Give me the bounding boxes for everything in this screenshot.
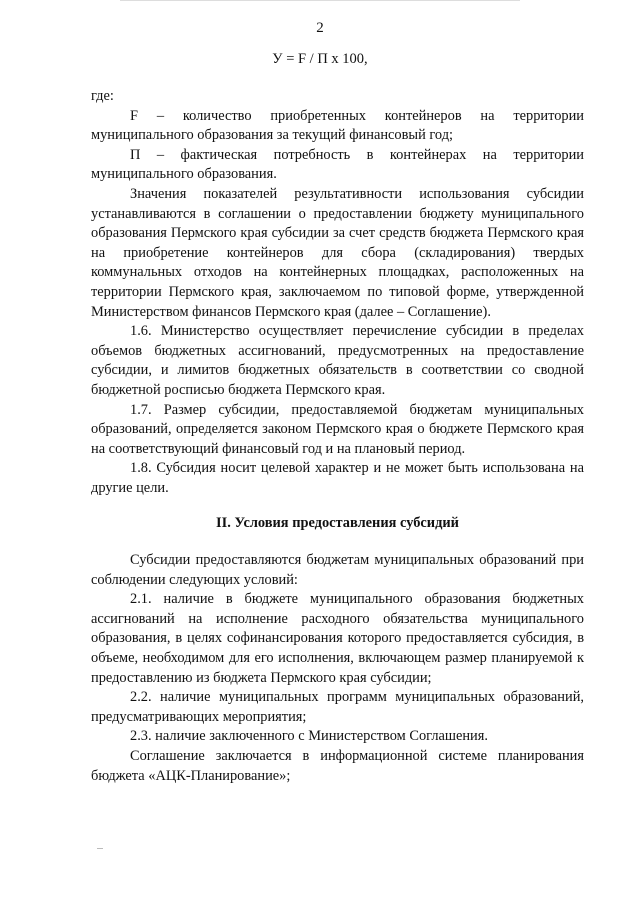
paragraph-2-1: 2.1. наличие в бюджете муниципального образования бюджетных ассигнований на исполнение расходного обязательства муниципального образования, в целях софинансирования которого предоставляется субсидия, в объеме, необходимом для его исполнения, включающем размер планируемой к предоставлению из бюджета Пермского края субсидии;: [91, 591, 584, 686]
paragraph-agreement-system: Соглашение заключается в информационной системе планирования бюджета «АЦК-Планирование»;: [91, 748, 584, 784]
formula: У = F / П х 100,: [272, 51, 368, 67]
scan-edge-line: [120, 0, 520, 1]
section-heading: II. Условия предоставления субсидий: [216, 515, 459, 532]
paragraph-1-6: 1.6. Министерство осуществляет перечисление субсидии в пределах объемов бюджетных ассигнований, предусмотренных на предоставление субсидии, и лимитов бюджетных обязательств в соответствии со сводной бюджетной росписью бюджета Пермского края.: [91, 323, 584, 398]
scan-mark: [97, 848, 103, 849]
paragraph-1-7: 1.7. Размер субсидии, предоставляемой бюджетам муниципальных образований, определяется законом Пермского края о бюджете Пермского края на соответствующий финансовый год и на плановый период.: [91, 401, 584, 457]
paragraph-2-2: 2.2. наличие муниципальных программ муниципальных образований, предусматривающих мероприятия;: [91, 689, 584, 725]
paragraph-f-definition: F – количество приобретенных контейнеров на территории муниципального образования за текущий финансовый год;: [91, 107, 584, 144]
paragraph-2-3: 2.3. наличие заключенного с Министерством Соглашения.: [130, 728, 488, 745]
paragraph-indicator-values: Значения показателей результативности использования субсидии устанавливаются в соглашении о предоставлении бюджету муниципального образования Пермского края субсидии за счет средств бюджета Пермского края на приобретение контейнеров для сбора (складирования) твердых коммунальных отходов на контейнерных площадках, расположенных на территории Пермского края, заключаемом по типовой форме, утвержденной Министерством финансов Пермского края (далее – Соглашение).: [91, 185, 584, 320]
paragraph-where: где:: [91, 88, 114, 104]
paragraph-1-8: 1.8. Субсидия носит целевой характер и не может быть использована на другие цели.: [91, 460, 584, 496]
document-body: [91, 87, 584, 786]
paragraph-p-definition: П – фактическая потребность в контейнерах на территории муниципального образования.: [91, 146, 584, 183]
page-number: 2: [316, 20, 324, 36]
paragraph-conditions-intro: Субсидии предоставляются бюджетам муниципальных образований при соблюдении следующих условий:: [91, 552, 584, 588]
